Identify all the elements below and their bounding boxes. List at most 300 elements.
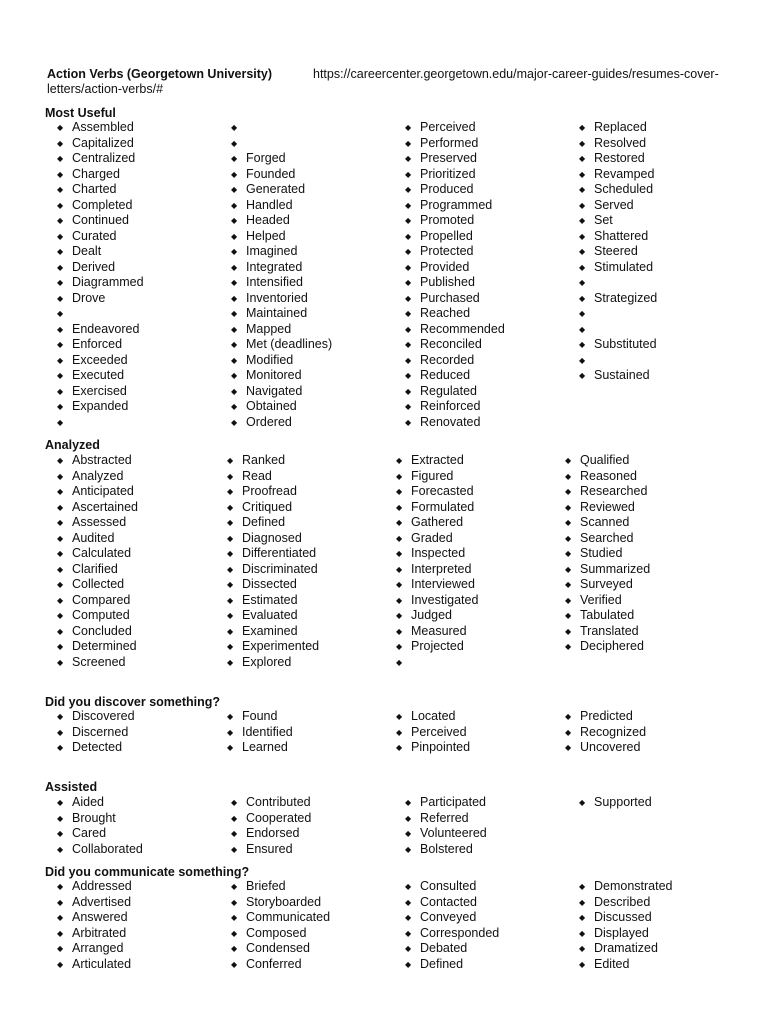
verb-text: Founded	[246, 166, 296, 181]
verb-text: Briefed	[246, 879, 286, 893]
verb-text: Reasoned	[580, 468, 637, 483]
bullet-icon: ◆	[579, 154, 586, 163]
verb-text: Recorded	[420, 352, 475, 367]
bullet-icon: ◆	[405, 355, 412, 365]
bullet-icon: ◆	[227, 487, 234, 496]
bullet-icon: ◆	[565, 533, 572, 543]
verb-text: Supported	[594, 795, 652, 809]
verb-text: Discerned	[72, 724, 129, 739]
verb-text: Sustained	[594, 368, 650, 382]
verb-text: Critiqued	[242, 499, 293, 514]
verb-text: Charged	[72, 166, 120, 181]
verb-text: Brought	[72, 810, 116, 825]
bullet-icon: ◆	[231, 355, 238, 365]
verb-text: Referred	[420, 810, 469, 825]
bullet-icon: ◆	[579, 278, 586, 287]
verb-text: Proofread	[242, 484, 297, 498]
bullet-icon: ◆	[231, 231, 238, 241]
verb-text: Compared	[72, 592, 131, 607]
bullet-icon: ◆	[565, 743, 572, 752]
bullet-icon: ◆	[227, 580, 234, 589]
verb-text: Perceived	[420, 120, 476, 134]
bullet-icon: ◆	[57, 200, 64, 210]
bullet-icon: ◆	[565, 580, 572, 589]
bullet-icon: ◆	[396, 642, 403, 651]
verb-text: Derived	[72, 259, 116, 274]
bullet-icon: ◆	[57, 293, 64, 303]
bullet-icon: ◆	[57, 798, 64, 807]
source-url-continued[interactable]: letters/action-verbs/#	[47, 82, 164, 96]
verb-text: Judged	[411, 608, 453, 622]
bullet-icon: ◆	[565, 518, 572, 527]
bullet-icon: ◆	[231, 262, 238, 272]
bullet-icon: ◆	[396, 611, 403, 620]
verb-text: Restored	[594, 151, 645, 165]
bullet-icon: ◆	[565, 471, 572, 481]
bullet-icon: ◆	[227, 743, 234, 752]
verb-text: Detected	[72, 740, 123, 754]
bullet-icon: ◆	[579, 231, 586, 241]
verb-text: Intensified	[246, 275, 303, 289]
verb-text: Substituted	[594, 337, 657, 351]
verb-text: Exercised	[72, 383, 127, 398]
verb-text: Interviewed	[411, 577, 475, 591]
bullet-icon: ◆	[57, 355, 64, 365]
bullet-icon: ◆	[57, 262, 64, 272]
verb-text: Volunteered	[420, 826, 487, 840]
bullet-icon: ◆	[579, 928, 586, 938]
verb-text: Completed	[72, 197, 133, 212]
verb-text: Stimulated	[594, 259, 654, 274]
bullet-icon: ◆	[227, 657, 234, 667]
bullet-icon: ◆	[231, 844, 238, 854]
verb-text: Arranged	[72, 941, 124, 955]
bullet-icon: ◆	[396, 549, 403, 558]
bullet-icon: ◆	[57, 471, 64, 481]
verb-text: Articulated	[72, 956, 132, 971]
verb-text: Located	[411, 709, 456, 723]
bullet-icon: ◆	[579, 185, 586, 194]
bullet-icon: ◆	[405, 138, 412, 148]
verb-text: Executed	[72, 368, 125, 382]
verb-text: Ordered	[246, 414, 292, 429]
verb-text: Navigated	[246, 383, 303, 398]
bullet-icon: ◆	[231, 798, 238, 807]
bullet-icon: ◆	[231, 928, 238, 938]
verb-text: Communicated	[246, 910, 331, 924]
verb-text: Collaborated	[72, 841, 143, 856]
bullet-icon: ◆	[405, 897, 412, 907]
verb-text: Collected	[72, 577, 125, 591]
bullet-icon: ◆	[57, 278, 64, 287]
verb-text: Assembled	[72, 120, 134, 134]
bullet-icon: ◆	[579, 798, 586, 807]
verb-text: Capitalized	[72, 135, 134, 150]
bullet-icon: ◆	[396, 518, 403, 527]
verb-text: Contacted	[420, 894, 477, 909]
verb-text: Screened	[72, 654, 126, 669]
verb-text: Strategized	[594, 290, 658, 305]
verb-text: Interpreted	[411, 561, 472, 576]
bullet-icon: ◆	[57, 324, 64, 334]
bullet-icon: ◆	[405, 200, 412, 210]
verb-text: Mapped	[246, 321, 292, 336]
bullet-icon: ◆	[231, 340, 238, 349]
verb-text: Arbitrated	[72, 925, 127, 940]
bullet-icon: ◆	[231, 200, 238, 210]
verb-text: Composed	[246, 925, 307, 940]
bullet-icon: ◆	[396, 580, 403, 589]
bullet-icon: ◆	[565, 487, 572, 496]
bullet-icon: ◆	[579, 944, 586, 953]
bullet-icon: ◆	[57, 138, 64, 148]
bullet-icon: ◆	[227, 626, 234, 636]
bullet-icon: ◆	[579, 340, 586, 349]
verb-text: Defined	[420, 956, 464, 971]
verb-text: Ascertained	[72, 499, 139, 514]
verb-text: Condensed	[246, 941, 310, 955]
verb-text: Deciphered	[580, 639, 644, 653]
verb-text: Ranked	[242, 453, 286, 467]
bullet-icon: ◆	[396, 564, 403, 574]
verb-text: Evaluated	[242, 608, 298, 622]
verb-text: Verified	[580, 592, 622, 607]
bullet-icon: ◆	[227, 471, 234, 481]
bullet-icon: ◆	[405, 813, 412, 823]
bullet-icon: ◆	[405, 944, 412, 953]
verb-text: Dissected	[242, 577, 297, 591]
verb-text: Diagnosed	[242, 530, 302, 545]
bullet-icon: ◆	[565, 611, 572, 620]
verb-text: Programmed	[420, 197, 493, 212]
verb-text: Maintained	[246, 306, 308, 320]
verb-text: Curated	[72, 228, 117, 243]
verb-text: Revamped	[594, 166, 655, 181]
bullet-icon: ◆	[57, 928, 64, 938]
bullet-icon: ◆	[579, 309, 586, 318]
bullet-icon: ◆	[231, 882, 238, 891]
bullet-icon: ◆	[579, 913, 586, 922]
bullet-icon: ◆	[57, 743, 64, 752]
verb-text: Diagrammed	[72, 275, 144, 289]
bullet-icon: ◆	[579, 200, 586, 210]
document-title: Action Verbs (Georgetown University)	[47, 67, 273, 81]
verb-text: Resolved	[594, 135, 647, 150]
bullet-icon: ◆	[231, 402, 238, 411]
verb-text: Perceived	[411, 724, 467, 739]
verb-text: Experimented	[242, 639, 320, 653]
bullet-icon: ◆	[227, 727, 234, 737]
verb-text: Regulated	[420, 383, 477, 398]
verb-text: Read	[242, 468, 272, 483]
verb-text: Debated	[420, 941, 468, 955]
source-url[interactable]: https://careercenter.georgetown.edu/major-career-guides/resumes-cover-	[313, 67, 719, 81]
verb-text: Examined	[242, 623, 298, 638]
bullet-icon: ◆	[396, 487, 403, 496]
bullet-icon: ◆	[57, 549, 64, 558]
verb-text: Drove	[72, 290, 106, 305]
verb-text: Computed	[72, 608, 130, 622]
bullet-icon: ◆	[57, 456, 64, 465]
bullet-icon: ◆	[231, 944, 238, 953]
verb-text: Forged	[246, 151, 286, 165]
verb-text: Expanded	[72, 399, 129, 413]
section-title: Did you communicate something?	[45, 865, 250, 879]
verb-text: Qualified	[580, 453, 630, 467]
verb-text: Reviewed	[580, 499, 635, 514]
verb-text: Audited	[72, 530, 115, 545]
verb-text: Studied	[580, 546, 623, 560]
bullet-icon: ◆	[231, 309, 238, 318]
bullet-icon: ◆	[57, 340, 64, 349]
bullet-icon: ◆	[57, 402, 64, 411]
verb-text: Centralized	[72, 151, 136, 165]
verb-text: Exceeded	[72, 352, 128, 367]
bullet-icon: ◆	[227, 642, 234, 651]
verb-text: Obtained	[246, 399, 297, 413]
verb-text: Analyzed	[72, 468, 124, 483]
bullet-icon: ◆	[227, 456, 234, 465]
verb-text: Endeavored	[72, 321, 140, 336]
verb-text: Explored	[242, 654, 292, 669]
bullet-icon: ◆	[396, 657, 403, 667]
verb-text: Projected	[411, 639, 464, 653]
verb-text: Modified	[246, 352, 294, 367]
bullet-icon: ◆	[579, 324, 586, 334]
verb-text: Reduced	[420, 368, 471, 382]
bullet-icon: ◆	[565, 626, 572, 636]
verb-text: Graded	[411, 530, 453, 545]
verb-text: Addressed	[72, 879, 132, 893]
bullet-icon: ◆	[405, 216, 412, 225]
verb-text: Integrated	[246, 259, 303, 274]
verb-text: Promoted	[420, 213, 475, 227]
bullet-icon: ◆	[405, 185, 412, 194]
bullet-icon: ◆	[405, 798, 412, 807]
bullet-icon: ◆	[565, 549, 572, 558]
bullet-icon: ◆	[231, 829, 238, 838]
bullet-icon: ◆	[227, 502, 234, 512]
bullet-icon: ◆	[396, 712, 403, 721]
bullet-icon: ◆	[57, 518, 64, 527]
section-title: Did you discover something?	[45, 695, 221, 709]
verb-text: Advertised	[72, 894, 132, 909]
bullet-icon: ◆	[579, 897, 586, 907]
verb-text: Reconciled	[420, 337, 482, 351]
bullet-icon: ◆	[231, 386, 238, 396]
verb-text: Purchased	[420, 290, 480, 305]
verb-text: Clarified	[72, 561, 118, 576]
section-title: Assisted	[45, 780, 98, 794]
verb-text: Headed	[246, 213, 290, 227]
bullet-icon: ◆	[57, 657, 64, 667]
verb-text: Demonstrated	[594, 879, 673, 893]
bullet-icon: ◆	[405, 844, 412, 854]
bullet-icon: ◆	[227, 595, 234, 605]
bullet-icon: ◆	[396, 456, 403, 465]
bullet-icon: ◆	[405, 123, 412, 132]
bullet-icon: ◆	[231, 123, 238, 132]
bullet-icon: ◆	[227, 611, 234, 620]
bullet-icon: ◆	[57, 487, 64, 496]
bullet-icon: ◆	[231, 324, 238, 334]
bullet-icon: ◆	[57, 417, 64, 427]
bullet-icon: ◆	[579, 216, 586, 225]
bullet-icon: ◆	[231, 813, 238, 823]
verb-text: Estimated	[242, 592, 298, 607]
bullet-icon: ◆	[57, 626, 64, 636]
bullet-icon: ◆	[57, 309, 64, 318]
verb-text: Steered	[594, 244, 638, 258]
verb-text: Generated	[246, 182, 306, 196]
verb-text: Researched	[580, 484, 648, 498]
bullet-icon: ◆	[405, 262, 412, 272]
verb-text: Shattered	[594, 228, 649, 243]
bullet-icon: ◆	[579, 262, 586, 272]
bullet-icon: ◆	[579, 247, 586, 256]
bullet-icon: ◆	[565, 456, 572, 465]
bullet-icon: ◆	[57, 580, 64, 589]
bullet-icon: ◆	[405, 417, 412, 427]
verb-text: Consulted	[420, 879, 477, 893]
bullet-icon: ◆	[231, 959, 238, 969]
bullet-icon: ◆	[57, 154, 64, 163]
verb-text: Inventoried	[246, 290, 308, 305]
bullet-icon: ◆	[405, 959, 412, 969]
verb-text: Inspected	[411, 546, 466, 560]
verb-text: Prioritized	[420, 166, 476, 181]
verb-text: Predicted	[580, 709, 633, 723]
verb-text: Edited	[594, 956, 630, 971]
bullet-icon: ◆	[565, 502, 572, 512]
bullet-icon: ◆	[579, 882, 586, 891]
verb-text: Storyboarded	[246, 894, 322, 909]
bullet-icon: ◆	[565, 564, 572, 574]
verb-text: Cared	[72, 826, 107, 840]
bullet-icon: ◆	[405, 169, 412, 179]
verb-text: Investigated	[411, 592, 479, 607]
bullet-icon: ◆	[405, 293, 412, 303]
bullet-icon: ◆	[579, 293, 586, 303]
bullet-icon: ◆	[579, 959, 586, 969]
bullet-icon: ◆	[57, 386, 64, 396]
verb-text: Tabulated	[580, 608, 635, 622]
bullet-icon: ◆	[231, 169, 238, 179]
bullet-icon: ◆	[57, 813, 64, 823]
bullet-icon: ◆	[231, 138, 238, 148]
verb-text: Replaced	[594, 120, 647, 134]
verb-text: Learned	[242, 740, 288, 754]
bullet-icon: ◆	[565, 642, 572, 651]
verb-text: Surveyed	[580, 577, 633, 591]
bullet-icon: ◆	[405, 371, 412, 380]
bullet-icon: ◆	[57, 595, 64, 605]
verb-text: Performed	[420, 135, 479, 150]
verb-text: Published	[420, 275, 475, 289]
verb-text: Reinforced	[420, 399, 481, 413]
bullet-icon: ◆	[405, 928, 412, 938]
verb-text: Described	[594, 894, 651, 909]
verb-text: Dealt	[72, 244, 102, 258]
bullet-icon: ◆	[231, 293, 238, 303]
verb-text: Abstracted	[72, 453, 132, 467]
bullet-icon: ◆	[57, 913, 64, 922]
bullet-icon: ◆	[57, 564, 64, 574]
verb-text: Dramatized	[594, 941, 658, 955]
bullet-icon: ◆	[565, 727, 572, 737]
verb-text: Extracted	[411, 453, 464, 467]
verb-text: Scanned	[580, 515, 630, 529]
bullet-icon: ◆	[57, 897, 64, 907]
verb-text: Searched	[580, 530, 634, 545]
verb-text: Determined	[72, 639, 137, 653]
bullet-icon: ◆	[405, 278, 412, 287]
verb-text: Ensured	[246, 841, 293, 856]
verb-text: Set	[594, 213, 613, 227]
verb-text: Pinpointed	[411, 740, 471, 754]
bullet-icon: ◆	[57, 944, 64, 953]
bullet-icon: ◆	[231, 913, 238, 922]
bullet-icon: ◆	[405, 913, 412, 922]
verb-text: Charted	[72, 182, 117, 196]
verb-text: Discriminated	[242, 561, 318, 576]
bullet-icon: ◆	[231, 371, 238, 380]
bullet-icon: ◆	[405, 340, 412, 349]
bullet-icon: ◆	[57, 247, 64, 256]
bullet-icon: ◆	[565, 595, 572, 605]
verb-text: Conveyed	[420, 910, 477, 924]
bullet-icon: ◆	[396, 595, 403, 605]
bullet-icon: ◆	[227, 549, 234, 558]
bullet-icon: ◆	[405, 154, 412, 163]
verb-text: Recommended	[420, 321, 505, 336]
verb-text: Served	[594, 197, 634, 212]
section-title: Most Useful	[45, 106, 116, 120]
verb-text: Helped	[246, 228, 286, 243]
bullet-icon: ◆	[57, 231, 64, 241]
verb-text: Participated	[420, 795, 487, 809]
bullet-icon: ◆	[227, 564, 234, 574]
bullet-icon: ◆	[396, 727, 403, 737]
bullet-icon: ◆	[57, 611, 64, 620]
bullet-icon: ◆	[57, 533, 64, 543]
verb-text: Answered	[72, 910, 128, 924]
verb-text: Discovered	[72, 709, 135, 723]
verb-text: Assessed	[72, 515, 127, 529]
bullet-icon: ◆	[57, 727, 64, 737]
bullet-icon: ◆	[227, 533, 234, 543]
bullet-icon: ◆	[405, 829, 412, 838]
bullet-icon: ◆	[579, 138, 586, 148]
verb-text: Met (deadlines)	[246, 337, 333, 351]
bullet-icon: ◆	[57, 371, 64, 380]
verb-text: Bolstered	[420, 841, 473, 856]
bullet-icon: ◆	[405, 231, 412, 241]
verb-text: Uncovered	[580, 740, 641, 754]
bullet-icon: ◆	[57, 844, 64, 854]
verb-text: Monitored	[246, 368, 302, 382]
verb-text: Found	[242, 709, 278, 723]
bullet-icon: ◆	[227, 518, 234, 527]
bullet-icon: ◆	[231, 216, 238, 225]
verb-text: Enforced	[72, 337, 123, 351]
verb-text: Provided	[420, 259, 470, 274]
verb-text: Differentiated	[242, 546, 317, 560]
bullet-icon: ◆	[396, 533, 403, 543]
verb-text: Scheduled	[594, 182, 654, 196]
bullet-icon: ◆	[405, 402, 412, 411]
bullet-icon: ◆	[396, 743, 403, 752]
